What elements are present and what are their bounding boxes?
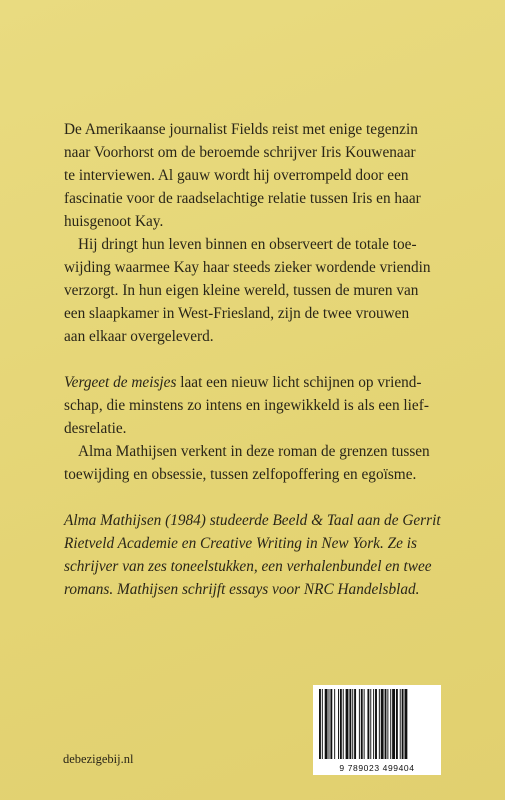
text-line: Alma Mathijsen verkent in deze roman de grenzen tussen	[78, 443, 430, 460]
author-bio	[64, 509, 454, 601]
barcode-bar	[343, 689, 344, 759]
cover-text	[64, 118, 454, 601]
barcode-bar	[387, 689, 388, 759]
text-line	[64, 371, 454, 394]
barcode-bar	[338, 689, 339, 759]
barcode-bars	[317, 689, 437, 759]
barcode-bar	[405, 689, 408, 759]
text-line: huisgenoot Kay.	[64, 213, 164, 230]
text-fragment: laat een nieuw licht schijnen op vriend-	[176, 374, 422, 391]
barcode-bar	[396, 689, 398, 759]
barcode-bar	[370, 689, 371, 759]
barcode-bar	[352, 689, 353, 759]
barcode-bar	[346, 689, 349, 759]
barcode-bar	[330, 689, 332, 759]
barcode-bar	[375, 689, 377, 759]
book-title: Vergeet de meisjes	[64, 374, 177, 391]
barcode-bar	[329, 689, 330, 759]
barcode-bar	[361, 689, 363, 759]
barcode-bar	[385, 689, 387, 759]
text-line: schap, die minstens zo intens en ingewikkeld is als een lief-	[64, 397, 429, 414]
text-line: schrijver van zes toneelstukken, een verhalenbundel en twee	[64, 558, 432, 575]
isbn-barcode	[313, 685, 441, 775]
paragraph-gap	[64, 486, 454, 509]
text-line: fascinatie voor de raadselachtige relatie tussen Iris en haar	[64, 190, 421, 207]
barcode-bar	[334, 689, 335, 759]
barcode-bar	[392, 689, 395, 759]
publisher-website: debezigebij.nl	[63, 752, 134, 766]
paragraph-gap	[64, 348, 454, 371]
text-line: verzorgt. In hun eigen kleine wereld, tussen de muren van	[64, 282, 419, 299]
barcode-bar	[379, 689, 380, 759]
paragraph-1	[64, 118, 454, 233]
text-line: aan elkaar overgeleverd.	[64, 328, 214, 345]
paragraph-3	[64, 371, 454, 440]
text-line: Hij dringt hun leven binnen en observeert de totale toe-	[78, 236, 417, 253]
barcode-bar	[325, 689, 328, 759]
isbn-digits: 9 789023 499404	[339, 763, 415, 773]
text-line: een slaapkamer in West-Friesland, zijn de twee vrouwen	[64, 305, 410, 322]
barcode-bar	[390, 689, 391, 759]
barcode-bar	[319, 689, 321, 759]
barcode-bar	[402, 689, 404, 759]
barcode-bar	[340, 689, 342, 759]
text-line: te interviewen. Al gauw wordt hij overrompeld door een	[64, 167, 409, 184]
barcode-bar	[354, 689, 356, 759]
text-line: Rietveld Academie en Creative Writing in New York. Ze is	[64, 535, 417, 552]
paragraph-2	[64, 233, 454, 348]
barcode-bar	[349, 689, 351, 759]
barcode-bar	[359, 689, 360, 759]
text-line: De Amerikaanse journalist Fields reist met enige tegenzin	[64, 121, 418, 138]
text-line: desrelatie.	[64, 420, 127, 437]
barcode-bar	[400, 689, 401, 759]
barcode-bar	[373, 689, 374, 759]
barcode-bar	[381, 689, 384, 759]
text-line: wijding waarmee Kay haar steeds zieker wordende vriendin	[64, 259, 431, 276]
barcode-bar	[322, 689, 323, 759]
text-line: romans. Mathijsen schrijft essays voor NRC Handelsblad.	[64, 581, 420, 598]
barcode-bar	[367, 689, 369, 759]
barcode-bar	[364, 689, 365, 759]
text-line: toewijding en obsessie, tussen zelfopoffering en egoïsme.	[64, 466, 417, 483]
text-line: Alma Mathijsen (1984) studeerde Beeld & Taal aan de Gerrit	[64, 512, 441, 529]
paragraph-4	[64, 440, 454, 486]
text-line: naar Voorhorst om de beroemde schrijver Iris Kouwenaar	[64, 144, 416, 161]
